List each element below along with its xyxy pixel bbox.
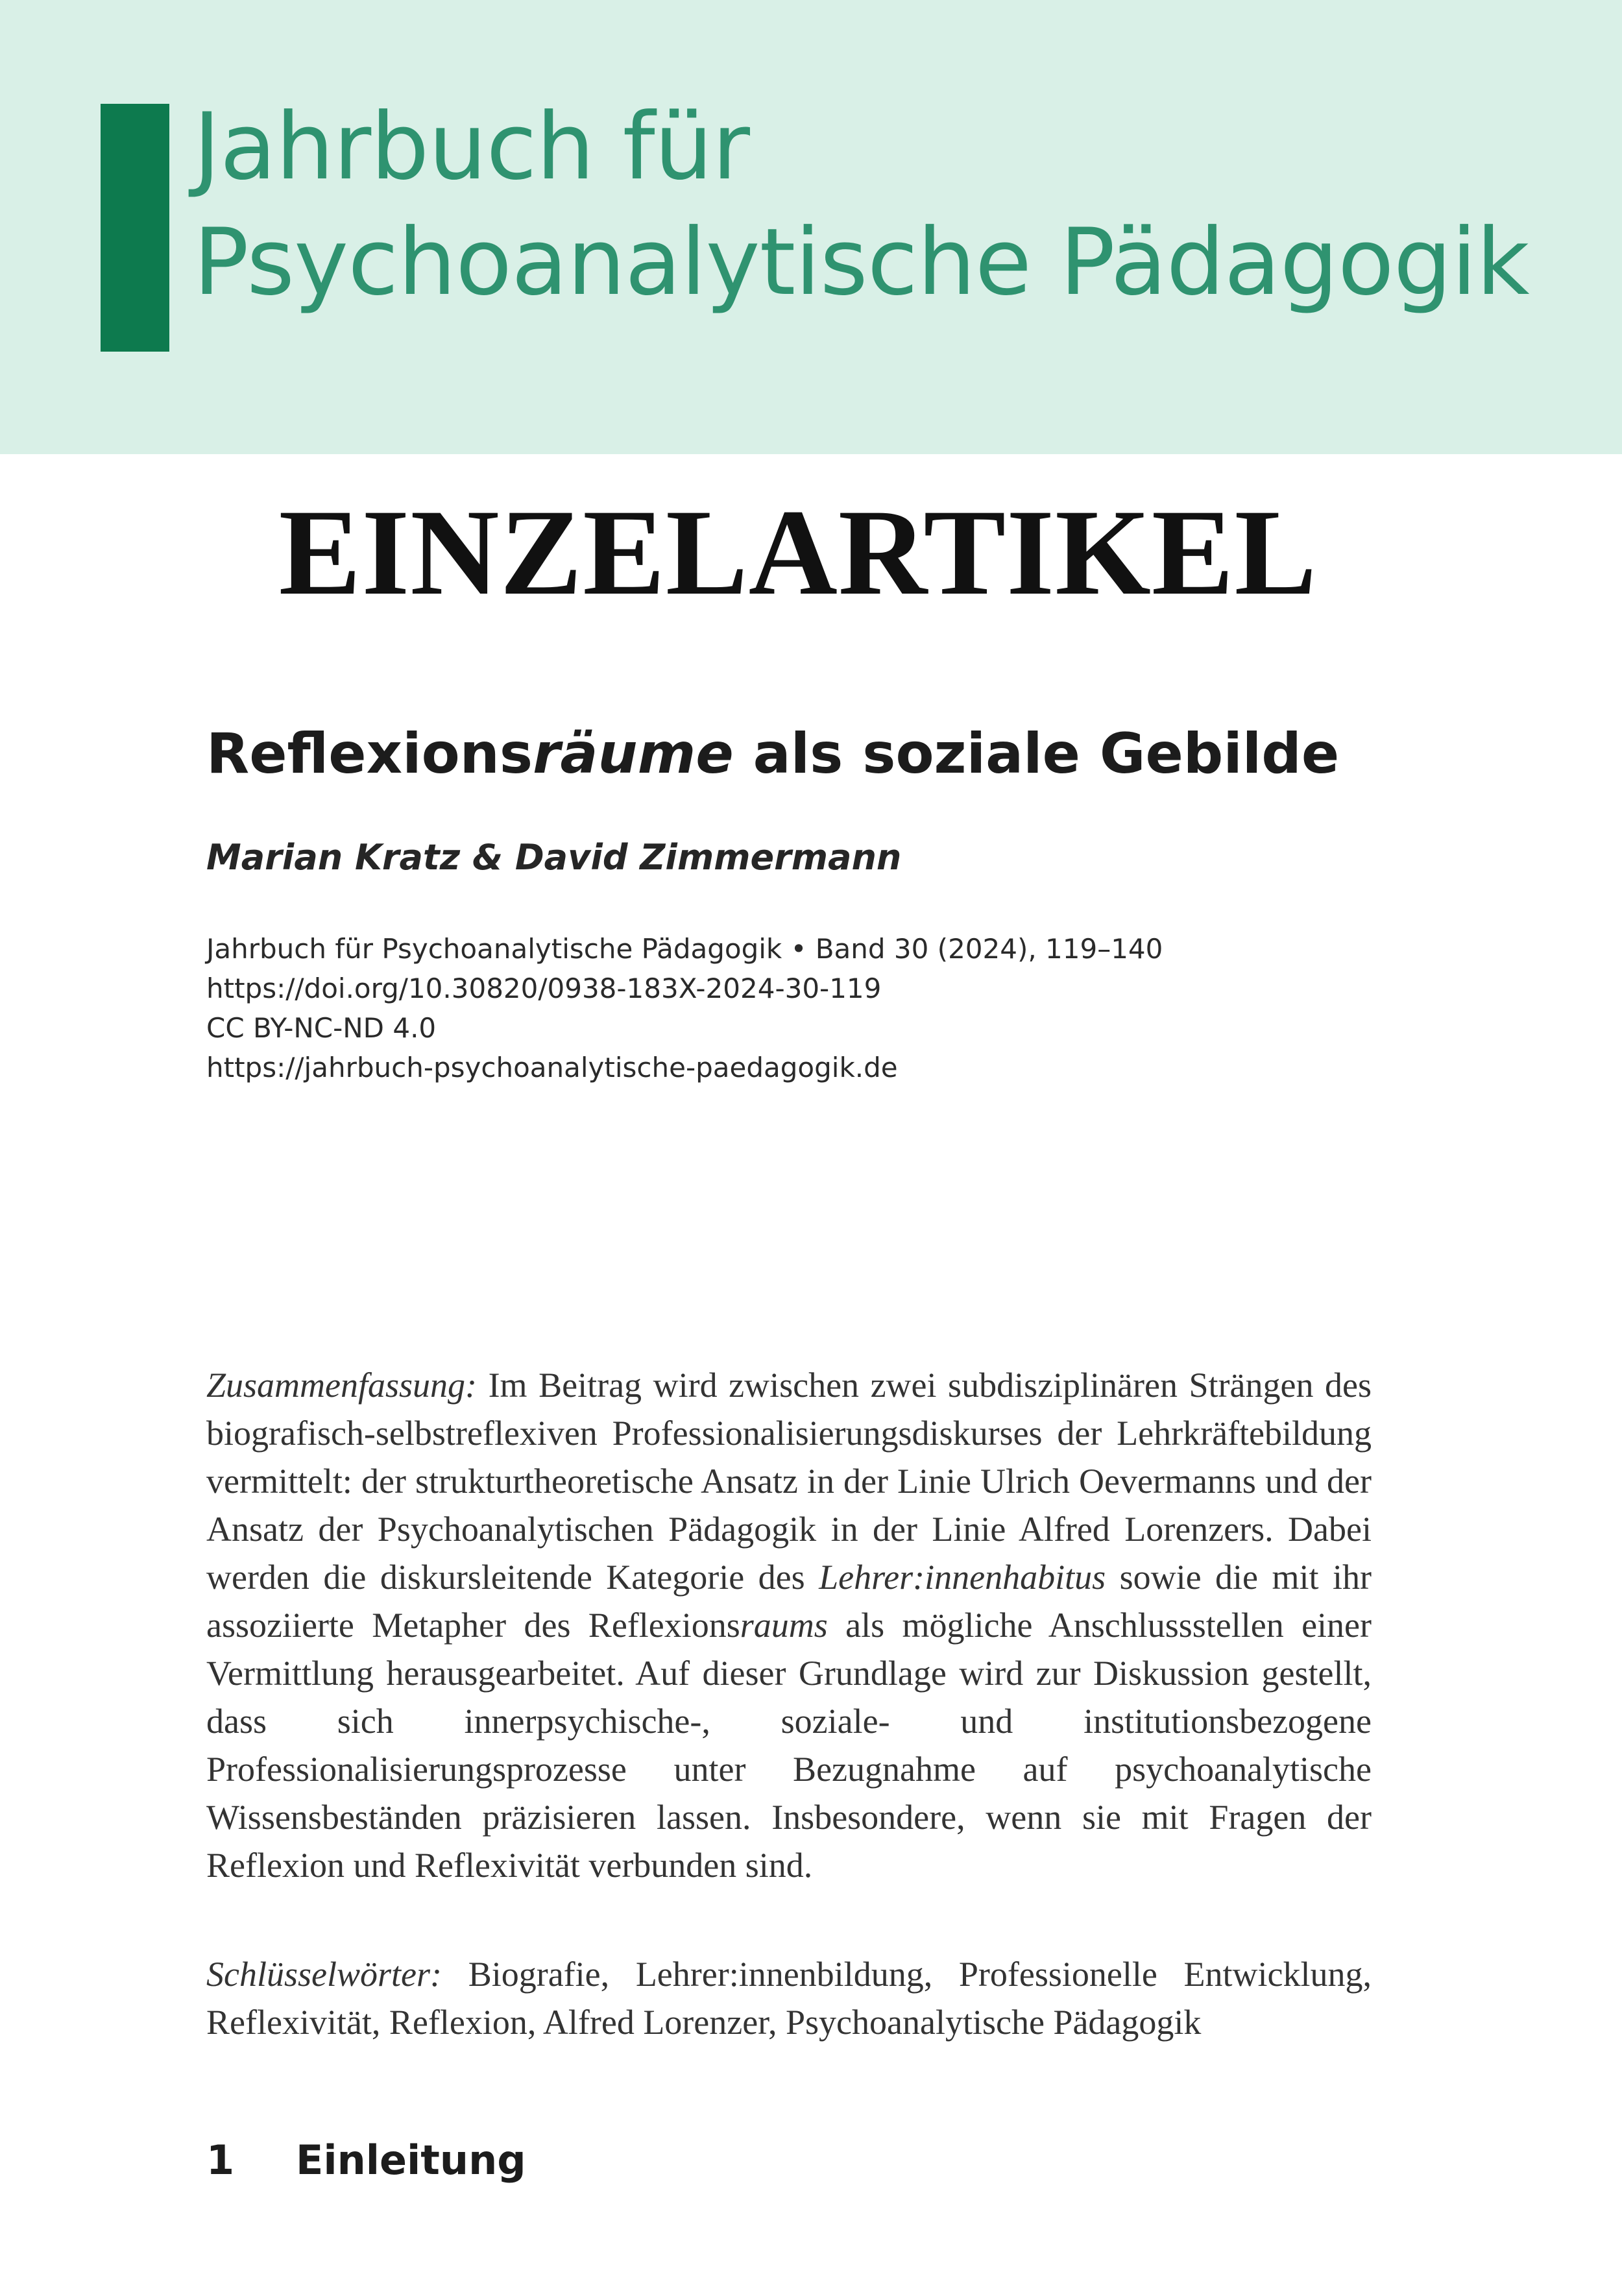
- section-title: Einleitung: [296, 2136, 526, 2184]
- article-title-part1: Reflexions: [206, 721, 533, 786]
- section-heading: [206, 2131, 526, 2190]
- article-title-italic: räume: [533, 721, 734, 786]
- abstract: [206, 1361, 1372, 1889]
- abstract-text-3: als mögliche Anschlussstellen einer Vermittlung herausgearbeitet. Auf dieser Grundlage wird zur Diskussion gestellt, dass sich innerpsychische-, soziale- und institutionsbezogene Professionalisierungsprozesse unter Bezugnahme auf psychoanalytische Wissensbeständen präzisieren lassen. Insbesondere, wenn sie mit Fragen der Reflexion und Reflexivität verbunden sind.: [206, 1606, 1372, 1885]
- article-meta: [206, 929, 1504, 1087]
- einzelartikel-heading: EINZELARTIKEL: [278, 485, 1318, 621]
- journal-title: [193, 90, 1588, 320]
- citation-line: Jahrbuch für Psychoanalytische Pädagogik • Band 30 (2024), 119–140: [206, 933, 1163, 965]
- article-title: [206, 715, 1339, 793]
- doi-link[interactable]: https://doi.org/10.30820/0938-183X-2024-30-119: [206, 973, 882, 1004]
- journal-banner: [0, 0, 1622, 454]
- keywords-text: Biografie, Lehrer:innenbildung, Professionelle Entwicklung, Reflexivität, Reflexion, Alfred Lorenzer, Psychoanalytische Pädagogik: [206, 1955, 1372, 2042]
- banner-accent-bar: [101, 104, 169, 352]
- abstract-italic-term-2: raums: [740, 1606, 828, 1645]
- website-link[interactable]: https://jahrbuch-psychoanalytische-paedagogik.de: [206, 1052, 898, 1083]
- journal-title-line1: Jahrbuch für: [193, 93, 749, 200]
- keywords-label: Schlüsselwörter:: [206, 1955, 442, 1994]
- abstract-label: Zusammenfassung:: [206, 1366, 478, 1405]
- article-authors: Marian Kratz & David Zimmermann: [206, 837, 902, 878]
- abstract-italic-term-1: Lehrer:innenhabitus: [819, 1558, 1106, 1597]
- keywords: [206, 1950, 1372, 2046]
- article-title-part2: als soziale Gebilde: [733, 721, 1340, 786]
- abstract-text-2: sowie die mit ihr assoziierte Metapher des Reflexions: [206, 1558, 1372, 1645]
- journal-title-line2: Psychoanalytische Pädagogik: [193, 209, 1529, 316]
- section-number: 1: [206, 2136, 235, 2184]
- license-line: CC BY-NC-ND 4.0: [206, 1012, 437, 1044]
- abstract-text-1: Im Beitrag wird zwischen zwei subdisziplinären Strängen des biografisch-selbstreflexiven Professionalisierungsdiskurses der Lehrkräftebildung vermittelt: der strukturtheoretische Ansatz in der Linie Ulrich Oevermanns und der Ansatz der Psychoanalytischen Pädagogik in der Linie Alfred Lorenzers. Dabei werden die diskursleitende Kategorie des: [206, 1366, 1372, 1597]
